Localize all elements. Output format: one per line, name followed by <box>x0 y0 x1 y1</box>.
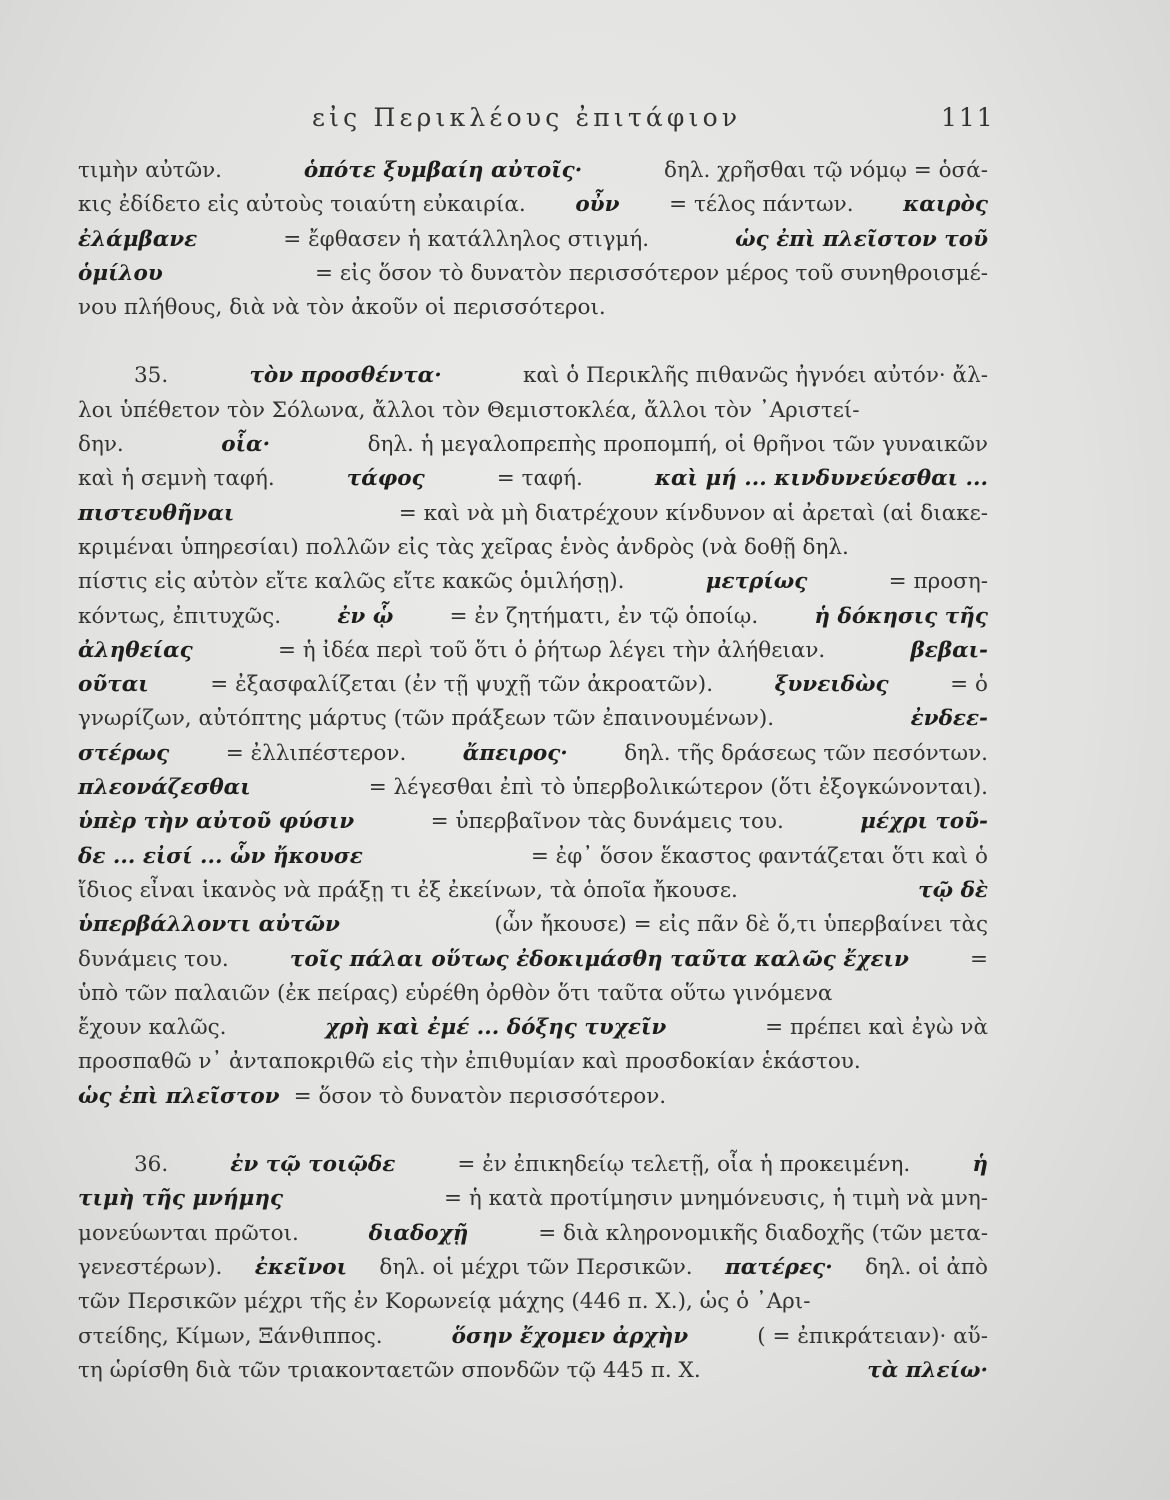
lemma-term: τάφος <box>346 466 425 492</box>
text-line <box>78 912 988 946</box>
gloss-text: δηλ. οἱ ἀπὸ <box>865 1254 988 1280</box>
gloss-text: 35. <box>134 363 169 389</box>
gloss-text: τῶν Περσικῶν μέχρι τῆς ἐν Κορωνείᾳ μάχης (446 π. Χ.), ὡς ὁ ᾽Αρι- <box>78 1289 811 1315</box>
lemma-term: διαδοχῇ <box>368 1220 469 1246</box>
lemma-term: πατέρες· <box>724 1254 833 1280</box>
gloss-text: ὑπὸ τῶν παλαιῶν (ἐκ πείρας) εὑρέθη ὀρθὸν ὅτι ταῦτα οὕτω γινόμενα <box>78 980 833 1006</box>
lemma-term: τὸν προσθέντα· <box>249 363 442 389</box>
lemma-term: τῷ δὲ <box>918 877 988 903</box>
gloss-text: καὶ ὁ Περικλῆς πιθανῶς ἠγνόει αὐτόν· ἄλ- <box>522 363 988 389</box>
text-line <box>78 1358 988 1392</box>
gloss-text: δηλ. ἡ μεγαλοπρεπὴς προπομπή, οἱ θρῆνοι τῶν γυναικῶν <box>367 432 988 458</box>
lemma-term: ἀληθείας <box>78 637 193 663</box>
text-line <box>78 844 988 878</box>
gloss-text: = ἔφθασεν ἡ κατάλληλος στιγμή. <box>283 226 650 252</box>
text-line <box>78 158 988 192</box>
text-line <box>78 981 988 1015</box>
lemma-term: ξυνειδὼς <box>774 672 889 698</box>
lemma-term: ὁπότε ξυμβαίη αὐτοῖς· <box>303 158 583 183</box>
gloss-text: κριμέναι ὑπηρεσίαι) πολλῶν εἰς τὰς χεῖρας ἑνὸς ἀνδρὸς (νὰ δοθῇ δηλ. <box>78 534 849 560</box>
text-line <box>78 947 988 981</box>
lemma-term: καιρὸς <box>903 192 988 218</box>
gloss-text: δηλ. τῆς δράσεως τῶν πεσόντων. <box>624 740 988 766</box>
text-line <box>78 432 988 466</box>
text-line <box>78 535 988 569</box>
page-number: 111 <box>941 103 995 132</box>
gloss-text: μονεύωνται πρῶτοι. <box>78 1220 299 1246</box>
gloss-text: γενεστέρων). <box>78 1254 223 1280</box>
gloss-text: ἴδιος εἶναι ἱκανὸς νὰ πράξῃ τι ἐξ ἐκείνων, τὰ ὁποῖα ἤκουσε. <box>78 877 738 903</box>
gloss-text: δην. <box>78 432 124 458</box>
lemma-term: πλεονάζεσθαι <box>78 775 251 801</box>
gloss-text: ἔχουν καλῶς. <box>78 1015 227 1041</box>
gloss-text: = ὑπερβαῖνον τὰς δυνάμεις του. <box>430 809 784 835</box>
lemma-term: στέρως <box>78 740 170 766</box>
gloss-text: γνωρίζων, αὐτόπτης μάρτυς (τῶν πράξεων τῶν ἐπαινουμένων). <box>78 706 775 732</box>
gloss-text: = εἰς ὅσον τὸ δυνατὸν περισσότερον μέρος τοῦ συνηθροισμέ- <box>315 260 988 286</box>
lemma-term: οὖν <box>575 192 620 218</box>
gloss-text: δηλ. οἱ μέχρι τῶν Περσικῶν. <box>379 1254 693 1280</box>
text-line <box>78 363 988 397</box>
gloss-text: = λέγεσθαι ἐπὶ τὸ ὑπερβολικώτερον (ὅτι ἐξογκώνονται). <box>368 775 988 801</box>
gloss-text: νου πλήθους, διὰ νὰ τὸν ἀκοῦν οἱ περισσότεροι. <box>78 295 606 321</box>
gloss-text: δηλ. χρῆσθαι τῷ νόμῳ = ὁσά- <box>664 158 988 183</box>
gloss-text: στείδης, Κίμων, Ξάνθιππος. <box>78 1323 383 1349</box>
lemma-term: δε ... εἰσί ... ὧν ἤκουσε <box>78 843 363 869</box>
gloss-text: = ἐφ᾽ ὅσον ἕκαστος φαντάζεται ὅτι καὶ ὁ <box>530 843 988 869</box>
gloss-text: = ἐλλιπέστερον. <box>225 740 407 766</box>
gloss-text: κόντως, ἐπιτυχῶς. <box>78 603 282 629</box>
text-line <box>78 741 988 775</box>
gloss-text: δυνάμεις του. <box>78 946 229 972</box>
lemma-term: πιστευθῆναι <box>78 500 235 526</box>
lemma-term: ὡς ἐπὶ πλεῖστον <box>78 1083 280 1109</box>
text-line <box>78 1049 988 1083</box>
text-line <box>78 192 988 226</box>
gloss-text: = τέλος πάντων. <box>669 192 854 218</box>
gloss-text: 36. <box>134 1152 169 1178</box>
gloss-text: = ἐν ἐπικηδείῳ τελετῇ, οἷα ἡ προκειμένη. <box>457 1152 911 1178</box>
text-line <box>78 1255 988 1289</box>
lemma-term: ὁμίλου <box>78 260 163 286</box>
lemma-term: ἐκεῖνοι <box>254 1254 348 1280</box>
text-line <box>78 809 988 843</box>
lemma-term: τοῖς πάλαι οὕτως ἐδοκιμάσθη ταῦτα καλῶς ἔχειν <box>289 946 909 972</box>
text-line <box>78 878 988 912</box>
text-line <box>78 227 988 261</box>
commentary-text <box>78 158 988 1392</box>
lemma-term: καὶ μή ... κινδυνεύεσθαι ... <box>654 466 988 492</box>
gloss-text: = πρέπει καὶ ἐγὼ νὰ <box>765 1015 988 1041</box>
text-line <box>78 1289 988 1323</box>
lemma-term: οἷα· <box>221 432 271 458</box>
lemma-term: ἐνδεε- <box>910 706 988 732</box>
lemma-term: ἄπειρος· <box>462 740 568 766</box>
text-line <box>78 775 988 809</box>
text-line <box>78 638 988 672</box>
lemma-term: ἡ <box>972 1152 988 1178</box>
lemma-term: βεβαι- <box>910 637 988 663</box>
text-line <box>78 1015 988 1049</box>
gloss-text: = ἐν ζητήματι, ἐν τῷ ὁποίῳ. <box>449 603 759 629</box>
lemma-term: τιμὴ τῆς μνήμης <box>78 1186 284 1212</box>
text-line <box>78 295 988 329</box>
gloss-text: κις ἐδίδετο εἰς αὐτοὺς τοιαύτη εὐκαιρία. <box>78 192 526 218</box>
text-line <box>78 501 988 535</box>
lemma-term: μέχρι τοῦ- <box>860 809 988 835</box>
gloss-text: = ὅσον τὸ δυνατὸν περισσότερον. <box>293 1083 667 1109</box>
lemma-term: τὰ πλείω· <box>867 1357 988 1383</box>
text-line <box>78 466 988 500</box>
text-line <box>78 1084 988 1118</box>
text-line <box>78 604 988 638</box>
text-line <box>78 569 988 603</box>
gloss-text: = ταφή. <box>496 466 583 492</box>
gloss-text: (ὧν ἤκουσε) = εἰς πᾶν δὲ ὅ,τι ὑπερβαίνει τὰς <box>494 912 988 938</box>
gloss-text: = καὶ νὰ μὴ διατρέχουν κίνδυνον αἱ ἀρεταὶ (αἱ διακε- <box>398 500 988 526</box>
gloss-text: καὶ ἡ σεμνὴ ταφή. <box>78 466 275 492</box>
gloss-text: ( = ἐπικράτειαν)· αὕ- <box>757 1323 988 1349</box>
lemma-term: οῦται <box>78 672 149 698</box>
text-line <box>78 1186 988 1220</box>
lemma-term: ἐν ᾧ <box>337 603 394 629</box>
gloss-text: = ἐξασφαλίζεται (ἐν τῇ ψυχῇ τῶν ἀκροατῶν). <box>210 672 714 698</box>
gloss-text: λοι ὑπέθετον τὸν Σόλωνα, ἄλλοι τὸν Θεμιστοκλέα, ἄλλοι τὸν ᾿Αριστεί- <box>78 397 860 423</box>
lemma-term: μετρίως <box>705 569 808 595</box>
lemma-term: ὑπερβάλλοντι αὐτῶν <box>78 912 340 938</box>
text-line <box>78 706 988 740</box>
gloss-text: τιμὴν αὐτῶν. <box>78 158 223 183</box>
lemma-term: ἡ δόκησις τῆς <box>814 603 988 629</box>
text-line <box>78 672 988 706</box>
gloss-text: τη ὡρίσθη διὰ τῶν τριακονταετῶν σπονδῶν τῷ 445 π. Χ. <box>78 1357 701 1383</box>
lemma-term: ὡς ἐπὶ πλεῖστον τοῦ <box>735 226 988 252</box>
text-line <box>78 1221 988 1255</box>
running-title: εἰς Περικλέους ἐπιτάφιον <box>312 103 742 132</box>
gloss-text: πίστις εἰς αὐτὸν εἴτε καλῶς εἴτε κακῶς ὁμιλήσῃ). <box>78 569 625 595</box>
lemma-term: ἐλάμβανε <box>78 226 198 252</box>
gloss-text: προσπαθῶ ν᾽ ἀνταποκριθῶ εἰς τὴν ἐπιθυμίαν καὶ προσδοκίαν ἑκάστου. <box>78 1049 861 1075</box>
lemma-term: χρὴ καὶ ἐμέ ... δόξης τυχεῖν <box>325 1015 667 1041</box>
text-line <box>78 261 988 295</box>
text-line <box>78 398 988 432</box>
gloss-text: = ὁ <box>950 672 988 698</box>
lemma-term: ἐν τῷ τοιῷδε <box>230 1152 396 1178</box>
paragraph-gap <box>78 1118 988 1152</box>
lemma-term: ὑπὲρ τὴν αὐτοῦ φύσιν <box>78 809 355 835</box>
gloss-text: = διὰ κληρονομικῆς διαδοχῆς (τῶν μετα- <box>538 1220 988 1246</box>
paragraph-gap <box>78 329 988 363</box>
gloss-text: = ἡ ἰδέα περὶ τοῦ ὅτι ὁ ῥήτωρ λέγει τὴν ἀλήθειαν. <box>277 637 826 663</box>
lemma-term: ὅσην ἔχομεν ἀρχὴν <box>451 1323 689 1349</box>
gloss-text: = <box>969 946 988 972</box>
page-header <box>0 103 1170 143</box>
gloss-text: = ἡ κατὰ προτίμησιν μνημόνευσις, ἡ τιμὴ νὰ μνη- <box>444 1186 988 1212</box>
text-line <box>78 1152 988 1186</box>
gloss-text: = προση- <box>888 569 988 595</box>
text-line <box>78 1324 988 1358</box>
